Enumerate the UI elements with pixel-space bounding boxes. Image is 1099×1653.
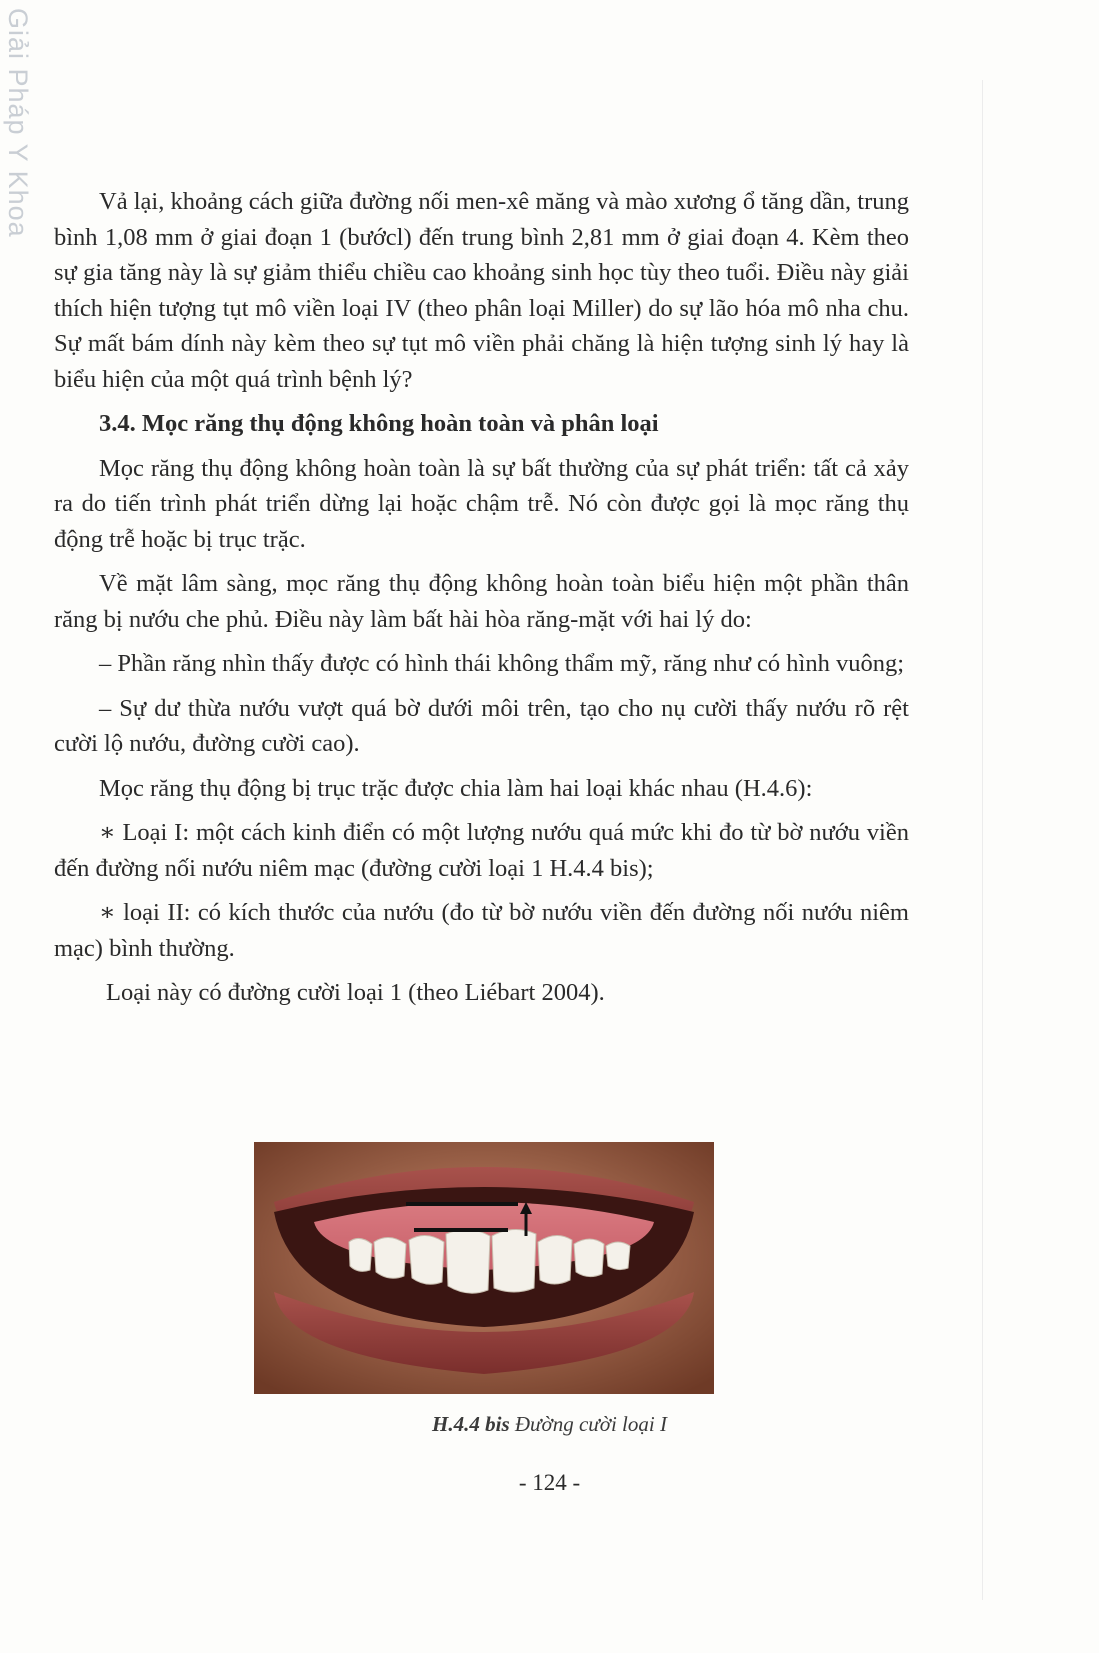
paragraph-2: Mọc răng thụ động không hoàn toàn là sự bất thường của sự phát triển: tất cả xảy ra do tiến trình phát triển dừng lại hoặc chậm trễ. Nó còn được gọi là mọc răng thụ động trễ hoặc bị trục trặc.: [54, 454, 909, 553]
type-2-item: ∗ loại II: có kích thước của nướu (đo từ bờ nướu viền đến đường nối nướu niêm mạc) bình thường.: [54, 899, 909, 962]
paragraph-1: Vả lại, khoảng cách giữa đường nối men-xê măng và mào xương ổ tăng dần, trung bình 1,08 mm ở giai đoạn 1 (bướcl) đến trung bình 2,81 mm ở giai đoạn 4. Kèm theo sự gia tăng này là sự giảm thiểu chiều cao khoảng sinh học tùy theo tuổi. Điều này giải thích hiện tượng tụt mô viền loại IV (theo phân loại Miller) do sự lão hóa mô nha chu. Sự mất bám dính này kèm theo sự tụt mô viền phải chăng là hiện tượng sinh lý hay là biểu hiện của một quá trình bệnh lý?: [54, 188, 909, 393]
paragraph-4: Mọc răng thụ động bị trục trặc được chia làm hai loại khác nhau (H.4.6):: [99, 774, 813, 802]
type-1-item: ∗ Loại I: một cách kinh điển có một lượng nướu quá mức khi đo từ bờ nướu viền đến đường nối nướu niêm mạc (đường cười loại 1 H.4.4 bis);: [54, 819, 909, 882]
smile-photo: [254, 1142, 714, 1394]
page-number: - 124 -: [518, 1470, 581, 1495]
section-heading: 3.4. Mọc răng thụ động không hoàn toàn và phân loại: [99, 410, 659, 437]
smile-illustration: [254, 1142, 714, 1394]
watermark: Giải Pháp Y Khoa: [3, 8, 33, 238]
caption-label: H.4.4 bis: [432, 1412, 510, 1436]
caption-text: Đường cười loại I: [514, 1412, 667, 1436]
margin-rule: [982, 80, 983, 1600]
figure-caption: [0, 1412, 1099, 1437]
paragraph-5: Loại này có đường cười loại 1 (theo Liébart 2004).: [106, 979, 605, 1006]
page-body: [54, 184, 909, 1020]
bullet-1: – Phần răng nhìn thấy được có hình thái không thẩm mỹ, răng như có hình vuông;: [99, 650, 905, 677]
paragraph-3: Về mặt lâm sàng, mọc răng thụ động không hoàn toàn biểu hiện một phần thân răng bị nướu che phủ. Điều này làm bất hài hòa răng-mặt với hai lý do:: [54, 570, 909, 633]
bullet-2: – Sự dư thừa nướu vượt quá bờ dưới môi trên, tạo cho nụ cười thấy nướu rõ rệt cười lộ nướu, đường cười cao).: [54, 694, 909, 757]
